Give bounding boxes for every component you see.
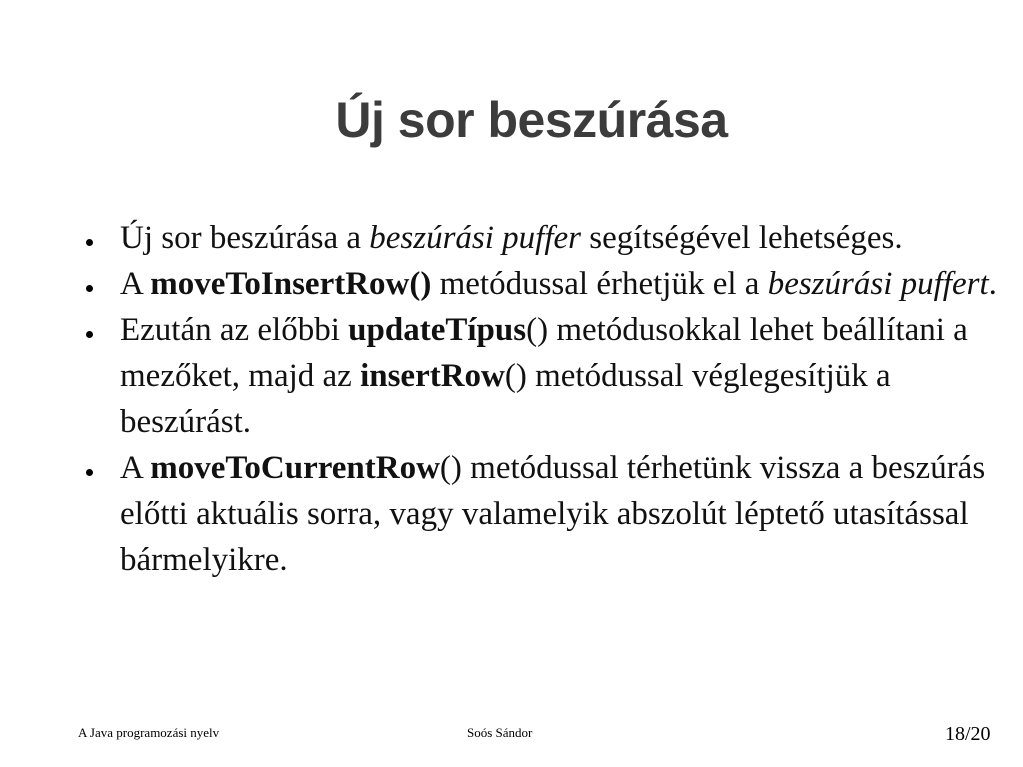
bullet-dot-icon: [86, 239, 93, 246]
bullet-text-segment: Ezután az előbbi: [120, 312, 349, 348]
bullet-text-segment: (): [439, 450, 462, 486]
bullet-item: [120, 215, 1000, 261]
slide-title: Új sor beszúrása: [335, 92, 728, 148]
bullet-item: [120, 261, 1000, 307]
bullet-text-bold: moveToInsertRow(): [150, 266, 432, 302]
bullet-dot-icon: [86, 285, 93, 292]
bullet-text-segment: .: [988, 266, 997, 302]
bullet-item: [120, 307, 1000, 445]
bullet-text-segment: metódussal térhetünk vissza a beszúrás előtti aktuális sorra, vagy valamelyik abszolút léptető utasítással bármelyikre.: [120, 450, 986, 578]
bullet-text-segment: segítségével lehetséges.: [581, 220, 903, 256]
bullet-dot-icon: [86, 469, 93, 476]
bullet-text-bold: updateTípus: [348, 312, 527, 348]
bullet-text-segment: metódusokkal lehet beállítani a mezőket, majd az: [120, 312, 968, 394]
footer-author: Soós Sándor: [467, 725, 533, 740]
bullet-text-italic: beszúrási puffert: [767, 266, 989, 302]
bullet-text-bold: insertRow: [360, 358, 505, 394]
bullet-list: [120, 215, 1000, 583]
bullet-text-segment: Új sor beszúrása a: [120, 220, 370, 256]
footer-page-number: 18/20: [945, 723, 991, 745]
bullet-dot-icon: [86, 331, 93, 338]
bullet-text-bold: moveToCurrentRow: [150, 450, 440, 486]
bullet-text-segment: metódussal érhetjük el a: [431, 266, 768, 302]
bullet-text-italic: beszúrási puffer: [369, 220, 582, 256]
footer-course-title: A Java programozási nyelv: [78, 725, 220, 740]
bullet-text-segment: (): [504, 358, 527, 394]
bullet-text-segment: A: [120, 450, 151, 486]
bullet-text-segment: metódussal véglegesítjük a beszúrást.: [120, 358, 891, 440]
bullet-text-segment: A: [120, 266, 151, 302]
bullet-item: [120, 445, 1000, 583]
bullet-text-segment: (): [526, 312, 549, 348]
